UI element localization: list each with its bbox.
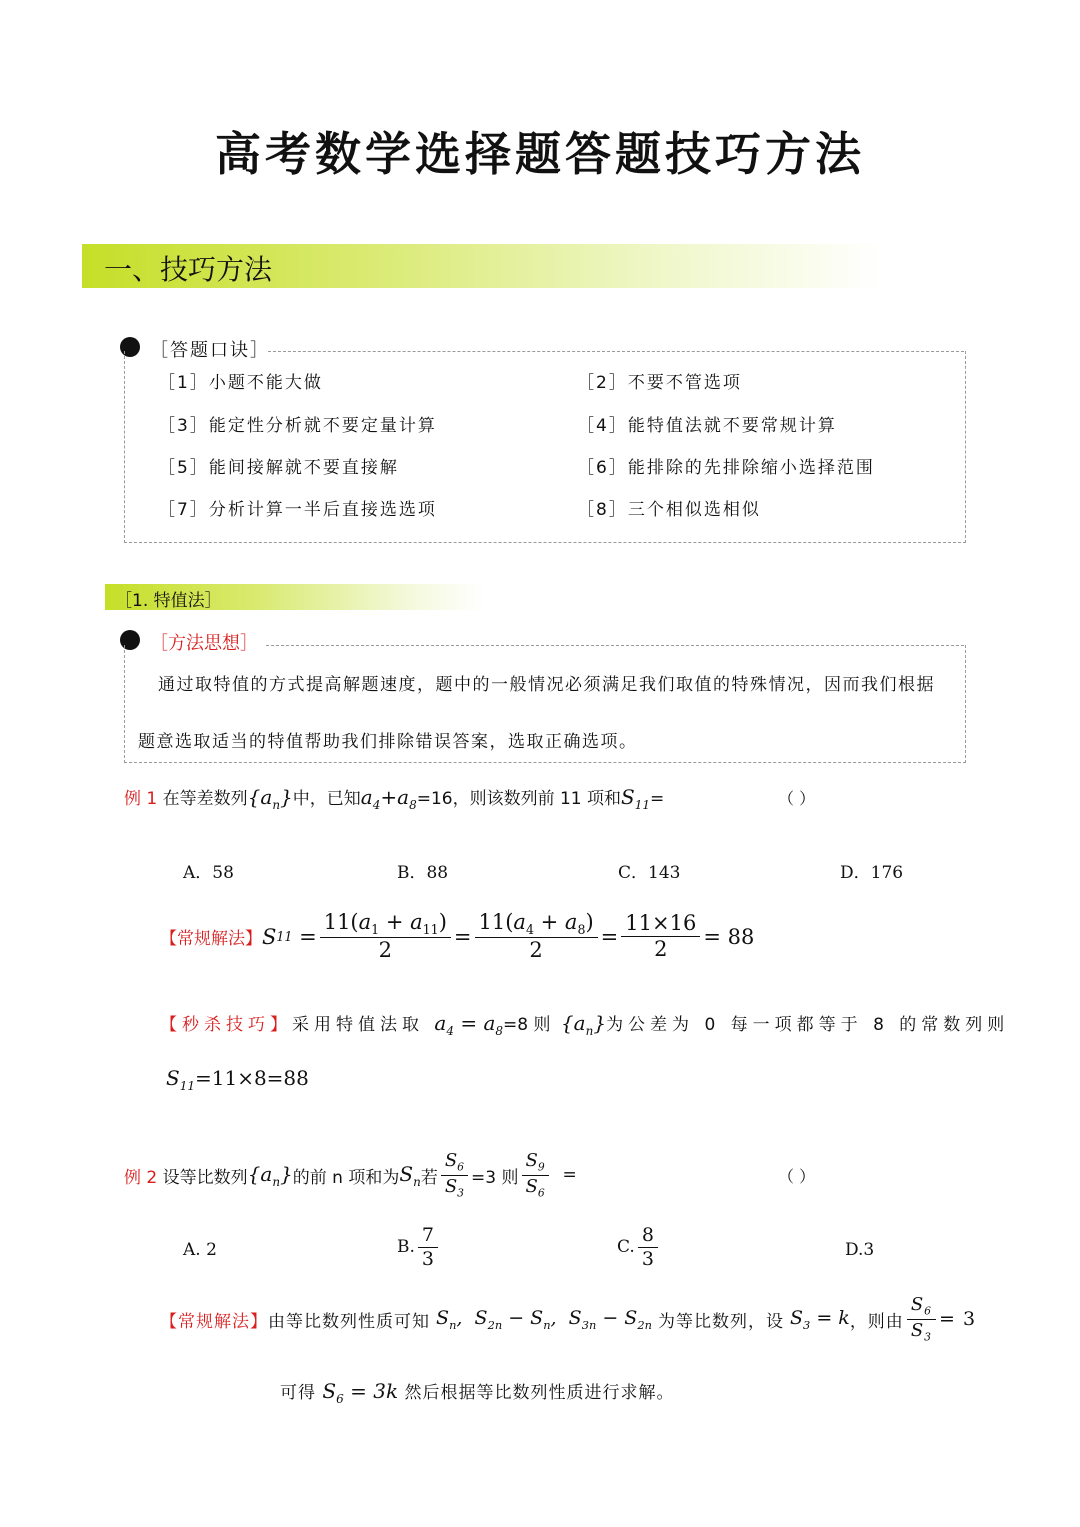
- idea-text: 题意选取适当的特值帮助我们排除错误答案，选取正确选项。: [138, 732, 638, 752]
- example-2-question: 例 2 设等比数列 $\{a_n\}$ 的前 n 项和为 $S_n$ 若 $\frac{S_6}{S_3}$ =3 则 $\frac{S_9}{S_6}$ =: [124, 1150, 577, 1200]
- answer-paren: （ ）: [778, 789, 816, 808]
- example-1-fast-solution: 【秒杀技巧】采用特值法取 $a_4 = a_8=8$ 则 $\{a_n\}$为公差为 0 每一项都等于 8 的常数列则: [160, 1011, 1010, 1038]
- example-1-normal-solution: 【常规解法】 S 11 = $\frac{11(a_1 + a_{11})}{2}$ = $\frac{11(a_4 + a_8)}{2}$ = $\frac{11\times 16}{2}$ = 88: [160, 910, 755, 963]
- tip-item: ［2］不要不管选项: [577, 373, 742, 393]
- page-title: 高考数学选择题答题技巧方法: [215, 127, 865, 181]
- option-b: B. $\frac{7}{3}$: [397, 1224, 441, 1271]
- tip-item: ［3］能定性分析就不要定量计算: [158, 416, 437, 436]
- option-a: A．58: [183, 863, 234, 883]
- idea-text: 通过取特值的方式提高解题速度，题中的一般情况必须满足我们取值的特殊情况，因而我们根据: [158, 675, 935, 695]
- idea-header: ［方法思想］: [150, 633, 258, 654]
- option-c: C. $\frac{8}{3}$: [617, 1224, 661, 1271]
- option-b: B．88: [397, 863, 449, 883]
- option-d: D．176: [840, 863, 904, 883]
- subsection-title: ［1. 特值法］: [115, 591, 222, 611]
- example-2-normal-solution-cont: 可得 $S_6 = 3k$ 然后根据等比数列性质进行求解。: [280, 1379, 675, 1406]
- tip-item: ［8］三个相似选相似: [577, 500, 761, 520]
- example-label: 例 1: [124, 789, 158, 809]
- tip-item: ［4］能特值法就不要常规计算: [577, 416, 837, 436]
- answer-paren: （ ）: [778, 1167, 816, 1186]
- option-c: C．143: [618, 863, 681, 883]
- tips-header: ［答题口诀］: [150, 340, 270, 361]
- solution-tag: 【常规解法】: [160, 1311, 268, 1332]
- tip-item: ［6］能排除的先排除缩小选择范围: [577, 458, 875, 478]
- example-label: 例 2: [124, 1167, 158, 1188]
- solution-tag: 【常规解法】: [160, 929, 262, 950]
- tip-item: ［5］能间接解就不要直接解: [158, 458, 399, 478]
- example-1-fast-result: $S_{11}=11\times 8=88$: [166, 1066, 309, 1093]
- option-d: D.3: [845, 1240, 875, 1260]
- example-1-question: 例 1 在等差数列$\{a_n\}$中，已知$a_4+a_8=16$，则该数列前 11 项和$S_{11}=$: [124, 785, 665, 812]
- option-a: A. 2: [183, 1240, 217, 1260]
- tip-item: ［7］分析计算一半后直接选选项: [158, 500, 437, 520]
- tip-item: ［1］小题不能大做: [158, 373, 323, 393]
- section-title: 一、技巧方法: [104, 253, 273, 286]
- solution-tag: 【秒杀技巧】: [160, 1015, 292, 1035]
- example-2-normal-solution: 【常规解法】 由等比数列性质可知 $S_n$, $S_{2n} - S_n$, $S_{3n} - S_{2n}$ 为等比数列，设 $S_3 = k$ ，则由 $\frac{S_6}{S_3}$ = 3: [160, 1294, 977, 1344]
